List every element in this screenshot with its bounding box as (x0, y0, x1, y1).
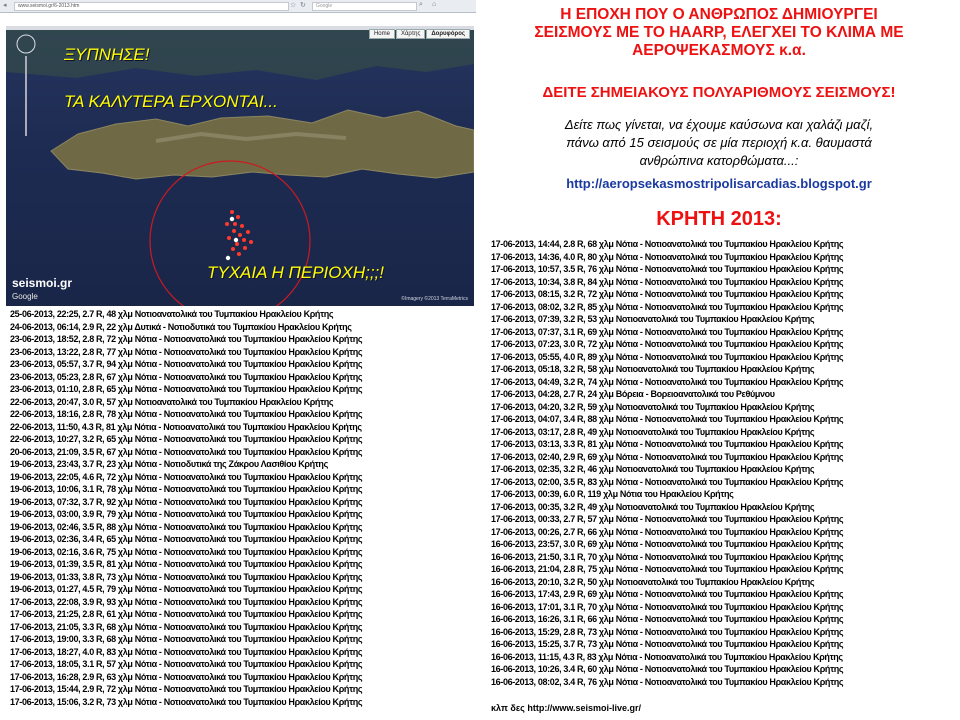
list-item: 17-06-2013, 16:28, 2.9 R, 63 χλμ Νότια - Νοτιοανατολικά του Τυμπακίου Ηρακλείου Κρήτης (10, 671, 363, 682)
search-input[interactable]: Google (312, 2, 417, 11)
satellite-map[interactable] (6, 26, 474, 306)
list-item: 17-06-2013, 04:07, 3.4 R, 88 χλμ Νότια - Νοτιοανατολικά του Τυμπακίου Ηρακλείου Κρήτης (491, 414, 844, 424)
list-item: 17-06-2013, 00:33, 2.7 R, 57 χλμ Νότια - Νοτιοανατολικά του Τυμπακίου Ηρακλείου Κρήτης (491, 514, 844, 524)
blog-link[interactable]: http://aeropsekasmostripolisarcadias.blogspot.gr (566, 176, 872, 191)
list-item: 16-06-2013, 21:04, 2.8 R, 75 χλμ Νότια - Νοτιοανατολικά του Τυμπακίου Ηρακλείου Κρήτης (491, 564, 844, 574)
list-item: 16-06-2013, 16:26, 3.1 R, 66 χλμ Νότια - Νοτιοανατολικά του Τυμπακίου Ηρακλείου Κρήτης (491, 614, 844, 624)
headline-line-1: Η ΕΠΟΧΗ ΠΟΥ Ο ΑΝΘΡΩΠΟΣ ΔΗΜΙΟΥΡΓΕΙ (560, 6, 878, 23)
list-item: 19-06-2013, 02:46, 3.5 R, 88 χλμ Νότια - Νοτιοανατολικά του Τυμπακίου Ηρακλείου Κρήτης (10, 521, 363, 532)
list-item: 17-06-2013, 00:26, 2.7 R, 66 χλμ Νότια - Νοτιοανατολικά του Τυμπακίου Ηρακλείου Κρήτης (491, 526, 844, 537)
list-item: 16-06-2013, 10:26, 3.4 R, 60 χλμ Νότια - Νοτιοανατολικά του Τυμπακίου Ηρακλείου Κρήτης (491, 664, 844, 674)
list-item: 16-06-2013, 20:10, 3.2 R, 50 χλμ Νοτιοανατολικά του Τυμπακίου Ηρακλείου Κρήτης (491, 576, 815, 587)
subtitle-block (486, 116, 952, 170)
list-item: 16-06-2013, 08:02, 3.4 R, 76 χλμ Νότια - Νοτιοανατολικά του Τυμπακίου Ηρακλείου Κρήτης (491, 676, 844, 687)
seismoi-live-link[interactable]: κλπ δες http://www.seismoi-live.gr/ (491, 703, 642, 713)
earthquake-markers (225, 210, 253, 256)
list-item: 17-06-2013, 22:08, 3.9 R, 93 χλμ Νότια - Νοτιοανατολικά του Τυμπακίου Ηρακλείου Κρήτης (10, 596, 363, 607)
list-item: 23-06-2013, 18:52, 2.8 R, 72 χλμ Νότια - Νοτιοανατολικά του Τυμπακίου Ηρακλείου Κρήτης (10, 334, 363, 344)
list-item: 19-06-2013, 01:33, 3.8 R, 73 χλμ Νότια - Νοτιοανατολικά του Τυμπακίου Ηρακλείου Κρήτης (10, 571, 363, 582)
seismoi-logo: seismoi.gr (12, 276, 73, 290)
back-arrow-icon[interactable]: ◂ (3, 2, 7, 9)
reload-icon[interactable]: ↻ (300, 2, 306, 9)
list-item: 17-06-2013, 08:02, 3.2 R, 85 χλμ Νότια - Νοτιοανατολικά του Τυμπακίου Ηρακλείου Κρήτης (491, 301, 844, 312)
list-item: 24-06-2013, 06:14, 2.9 R, 22 χλμ Δυτικά - Νοτιοδυτικά του Τυμπακίου Ηρακλείου Κρήτης (10, 321, 352, 332)
address-bar[interactable]: www.seismoi.gr/6-2013.htm (14, 2, 289, 11)
list-item: 17-06-2013, 10:57, 3.5 R, 76 χλμ Νότια - Νοτιοανατολικά του Τυμπακίου Ηρακλείου Κρήτης (491, 264, 844, 274)
headline-block (486, 6, 952, 60)
bookmark-star-icon[interactable]: ☆ (290, 2, 297, 9)
list-item: 19-06-2013, 02:36, 3.4 R, 65 χλμ Νότια - Νοτιοανατολικά του Τυμπακίου Ηρακλείου Κρήτης (10, 534, 363, 544)
list-item: 22-06-2013, 18:16, 2.8 R, 78 χλμ Νότια - Νοτιοανατολικά του Τυμπακίου Ηρακλείου Κρήτης (10, 409, 363, 419)
map-type-map-button[interactable]: Χάρτης (396, 29, 425, 39)
search-icon[interactable]: ⌕ (419, 1, 423, 8)
list-item: 17-06-2013, 04:20, 3.2 R, 59 χλμ Νοτιοανατολικά του Τυμπακίου Ηρακλείου Κρήτης (491, 401, 815, 412)
list-item: 22-06-2013, 20:47, 3.0 R, 57 χλμ Νοτιοανατολικά του Τυμπακίου Ηρακλείου Κρήτης (10, 396, 334, 407)
headline-see-earthquakes: ΔΕΙΤΕ ΣΗΜΕΙΑΚΟΥΣ ΠΟΛΥΑΡΙΘΜΟΥΣ ΣΕΙΣΜΟΥΣ! (542, 84, 896, 101)
list-item: 17-06-2013, 14:36, 4.0 R, 80 χλμ Νότια - Νοτιοανατολικά του Τυμπακίου Ηρακλείου Κρήτης (491, 251, 844, 262)
list-item: 17-06-2013, 02:40, 2.9 R, 69 χλμ Νότια - Νοτιοανατολικά του Τυμπακίου Ηρακλείου Κρήτης (491, 451, 844, 462)
list-item: 23-06-2013, 05:57, 3.7 R, 94 χλμ Νότια - Νοτιοανατολικά του Τυμπακίου Ηρακλείου Κρήτης (10, 359, 363, 369)
list-item: 19-06-2013, 10:06, 3.1 R, 78 χλμ Νότια - Νοτιοανατολικά του Τυμπακίου Ηρακλείου Κρήτης (10, 484, 363, 494)
list-item: 17-06-2013, 05:55, 4.0 R, 89 χλμ Νότια - Νοτιοανατολικά του Τυμπακίου Ηρακλείου Κρήτης (491, 351, 844, 362)
overlay-best-coming: ΤΑ ΚΑΛΥΤΕΡΑ ΕΡΧΟΝΤΑΙ... (64, 92, 278, 111)
list-item: 17-06-2013, 08:15, 3.2 R, 72 χλμ Νότια - Νοτιοανατολικά του Τυμπακίου Ηρακλείου Κρήτης (491, 289, 844, 299)
list-item: 17-06-2013, 07:39, 3.2 R, 53 χλμ Νοτιοανατολικά του Τυμπακίου Ηρακλείου Κρήτης (491, 314, 815, 324)
list-item: 17-06-2013, 04:49, 3.2 R, 74 χλμ Νότια - Νοτιοανατολικά του Τυμπακίου Ηρακλείου Κρήτης (491, 376, 844, 387)
list-item: 16-06-2013, 17:43, 2.9 R, 69 χλμ Νότια - Νοτιοανατολικά του Τυμπακίου Ηρακλείου Κρήτης (491, 589, 844, 599)
list-item: 17-06-2013, 15:44, 2.9 R, 72 χλμ Νότια - Νοτιοανατολικά του Τυμπακίου Ηρακλείου Κρήτης (10, 684, 363, 694)
crete-island-landmass (51, 110, 474, 179)
list-item: 17-06-2013, 07:37, 3.1 R, 69 χλμ Νότια - Νοτιοανατολικά του Τυμπακίου Ηρακλείου Κρήτης (491, 326, 844, 337)
list-item: 19-06-2013, 01:27, 4.5 R, 79 χλμ Νότια - Νοτιοανατολικά του Τυμπακίου Ηρακλείου Κρήτης (10, 584, 363, 594)
region-circle (150, 161, 310, 306)
list-item: 17-06-2013, 04:28, 2.7 R, 24 χλμ Βόρεια - Βορειοανατολικά του Ρεθύμνου (491, 389, 775, 399)
list-item: 23-06-2013, 05:23, 2.8 R, 67 χλμ Νότια - Νοτιοανατολικά του Τυμπακίου Ηρακλείου Κρήτης (10, 371, 363, 382)
list-item: 17-06-2013, 10:34, 3.8 R, 84 χλμ Νότια - Νοτιοανατολικά του Τυμπακίου Ηρακλείου Κρήτης (491, 276, 844, 287)
list-item: 16-06-2013, 21:50, 3.1 R, 70 χλμ Νότια - Νοτιοανατολικά του Τυμπακίου Ηρακλείου Κρήτης (491, 551, 844, 562)
subtitle-line-2: πάνω από 15 σεισμούς σε μία περιοχή κ.α. θαυμαστά (566, 135, 872, 150)
list-item: 17-06-2013, 15:06, 3.2 R, 73 χλμ Νότια - Νοτιοανατολικά του Τυμπακίου Ηρακλείου Κρήτης (10, 696, 363, 707)
list-item: 17-06-2013, 03:13, 3.3 R, 81 χλμ Νότια - Νοτιοανατολικά του Τυμπακίου Ηρακλείου Κρήτης (491, 439, 844, 449)
headline-line-3: ΑΕΡΟΨΕΚΑΣΜΟΥΣ κ.α. (632, 42, 806, 59)
list-item: 17-06-2013, 02:35, 3.2 R, 46 χλμ Νοτιοανατολικά του Τυμπακίου Ηρακλείου Κρήτης (491, 464, 815, 474)
list-item: 17-06-2013, 18:27, 4.0 R, 83 χλμ Νότια - Νοτιοανατολικά του Τυμπακίου Ηρακλείου Κρήτης (10, 646, 363, 657)
earthquake-list-left (10, 308, 472, 708)
map-type-controls (369, 29, 470, 39)
list-item: 16-06-2013, 23:57, 3.0 R, 69 χλμ Νότια - Νοτιοανατολικά του Τυμπακίου Ηρακλείου Κρήτης (491, 539, 844, 549)
google-logo: Google (12, 292, 38, 301)
list-item: 23-06-2013, 01:10, 2.8 R, 65 χλμ Νότια - Νοτιοανατολικά του Τυμπακίου Ηρακλείου Κρήτης (10, 384, 363, 394)
map-attribution: ©Imagery ©2013 TerraMetrics (401, 296, 468, 302)
list-item: 16-06-2013, 15:25, 3.7 R, 73 χλμ Νότια - Νοτιοανατολικά του Τυμπακίου Ηρακλείου Κρήτης (491, 639, 844, 649)
home-icon[interactable]: ⌂ (432, 1, 437, 8)
list-item: 16-06-2013, 17:01, 3.1 R, 70 χλμ Νότια - Νοτιοανατολικά του Τυμπακίου Ηρακλείου Κρήτης (491, 601, 844, 612)
list-item: 19-06-2013, 07:32, 3.7 R, 92 χλμ Νότια - Νοτιοανατολικά του Τυμπακίου Ηρακλείου Κρήτης (10, 496, 363, 507)
list-item: 19-06-2013, 22:05, 4.6 R, 72 χλμ Νότια - Νοτιοανατολικά του Τυμπακίου Ηρακλείου Κρήτης (10, 471, 363, 482)
map-home-button[interactable]: Home (369, 29, 395, 39)
headline-line-2: ΣΕΙΣΜΟΥΣ ΜΕ ΤΟ HAARP, ΕΛΕΓΧΕΙ ΤΟ ΚΛΙΜΑ ΜΕ (534, 24, 904, 41)
list-item: 17-06-2013, 00:35, 3.2 R, 49 χλμ Νοτιοανατολικά του Τυμπακίου Ηρακλείου Κρήτης (491, 501, 815, 512)
crete-2013-title: ΚΡΗΤΗ 2013: (656, 208, 782, 230)
list-item: 19-06-2013, 01:39, 3.5 R, 81 χλμ Νότια - Νοτιοανατολικά του Τυμπακίου Ηρακλείου Κρήτης (10, 559, 363, 569)
overlay-random-area: ΤΥΧΑΙΑ Η ΠΕΡΙΟΧΗ;;;! (207, 263, 385, 282)
list-item: 22-06-2013, 10:27, 3.2 R, 65 χλμ Νότια - Νοτιοανατολικά του Τυμπακίου Ηρακλείου Κρήτης (10, 434, 363, 444)
browser-toolbar (0, 0, 476, 13)
list-item: 16-06-2013, 15:29, 2.8 R, 73 χλμ Νότια - Νοτιοανατολικά του Τυμπακίου Ηρακλείου Κρήτης (491, 626, 844, 637)
list-item: 17-06-2013, 14:44, 2.8 R, 68 χλμ Νότια - Νοτιοανατολικά του Τυμπακίου Ηρακλείου Κρήτης (491, 239, 844, 249)
list-item: 17-06-2013, 07:23, 3.0 R, 72 χλμ Νότια - Νοτιοανατολικά του Τυμπακίου Ηρακλείου Κρήτης (491, 339, 844, 349)
subtitle-line-1: Δείτε πως γίνεται, να έχουμε καύσωνα και χαλάζι μαζί, (564, 117, 874, 132)
list-item: 17-06-2013, 03:17, 2.8 R, 49 χλμ Νοτιοανατολικά του Τυμπακίου Ηρακλείου Κρήτης (491, 426, 815, 437)
list-item: 25-06-2013, 22:25, 2.7 R, 48 χλμ Νοτιοανατολικά του Τυμπακίου Ηρακλείου Κρήτης (10, 309, 334, 319)
list-item: 17-06-2013, 21:05, 3.3 R, 68 χλμ Νότια - Νοτιοανατολικά του Τυμπακίου Ηρακλείου Κρήτης (10, 621, 363, 632)
overlay-wake-up: ΞΥΠΝΗΣΕ! (64, 45, 150, 64)
list-item: 17-06-2013, 05:18, 3.2 R, 58 χλμ Νοτιοανατολικά του Τυμπακίου Ηρακλείου Κρήτης (491, 364, 815, 374)
list-item: 19-06-2013, 02:16, 3.6 R, 75 χλμ Νότια - Νοτιοανατολικά του Τυμπακίου Ηρακλείου Κρήτης (10, 546, 363, 557)
list-item: 19-06-2013, 03:00, 3.9 R, 79 χλμ Νότια - Νοτιοανατολικά του Τυμπακίου Ηρακλείου Κρήτης (10, 509, 363, 519)
list-item: 16-06-2013, 11:15, 4.3 R, 83 χλμ Νότια - Νοτιοανατολικά του Τυμπακίου Ηρακλείου Κρήτης (491, 651, 843, 662)
list-item: 17-06-2013, 02:00, 3.5 R, 83 χλμ Νότια - Νοτιοανατολικά του Τυμπακίου Ηρακλείου Κρήτης (491, 476, 844, 487)
map-type-satellite-button[interactable]: Δορυφόρος (426, 29, 470, 39)
earthquake-list-right (491, 238, 951, 688)
list-item: 17-06-2013, 00:39, 6.0 R, 119 χλμ Νότια του Ηρακλείου Κρήτης (491, 489, 734, 499)
list-item: 19-06-2013, 23:43, 3.7 R, 23 χλμ Νότια - Νοτιοδυτικά της Ζάκρου Λασιθίου Κρήτης (10, 459, 328, 469)
subtitle-line-3: ανθρώπινα κατορθώματα...: (639, 153, 799, 168)
list-item: 17-06-2013, 19:00, 3.3 R, 68 χλμ Νότια - Νοτιοανατολικά του Τυμπακίου Ηρακλείου Κρήτης (10, 634, 363, 644)
list-item: 22-06-2013, 11:50, 4.3 R, 81 χλμ Νότια - Νοτιοανατολικά του Τυμπακίου Ηρακλείου Κρήτης (10, 421, 362, 432)
list-item: 20-06-2013, 21:09, 3.5 R, 67 χλμ Νότια - Νοτιοανατολικά του Τυμπακίου Ηρακλείου Κρήτης (10, 446, 363, 457)
list-item: 17-06-2013, 18:05, 3.1 R, 57 χλμ Νότια - Νοτιοανατολικά του Τυμπακίου Ηρακλείου Κρήτης (10, 659, 363, 669)
list-item: 17-06-2013, 21:25, 2.8 R, 61 χλμ Νότια - Νοτιοανατολικά του Τυμπακίου Ηρακλείου Κρήτης (10, 609, 363, 619)
list-item: 23-06-2013, 13:22, 2.8 R, 77 χλμ Νότια - Νοτιοανατολικά του Τυμπακίου Ηρακλείου Κρήτης (10, 346, 363, 357)
